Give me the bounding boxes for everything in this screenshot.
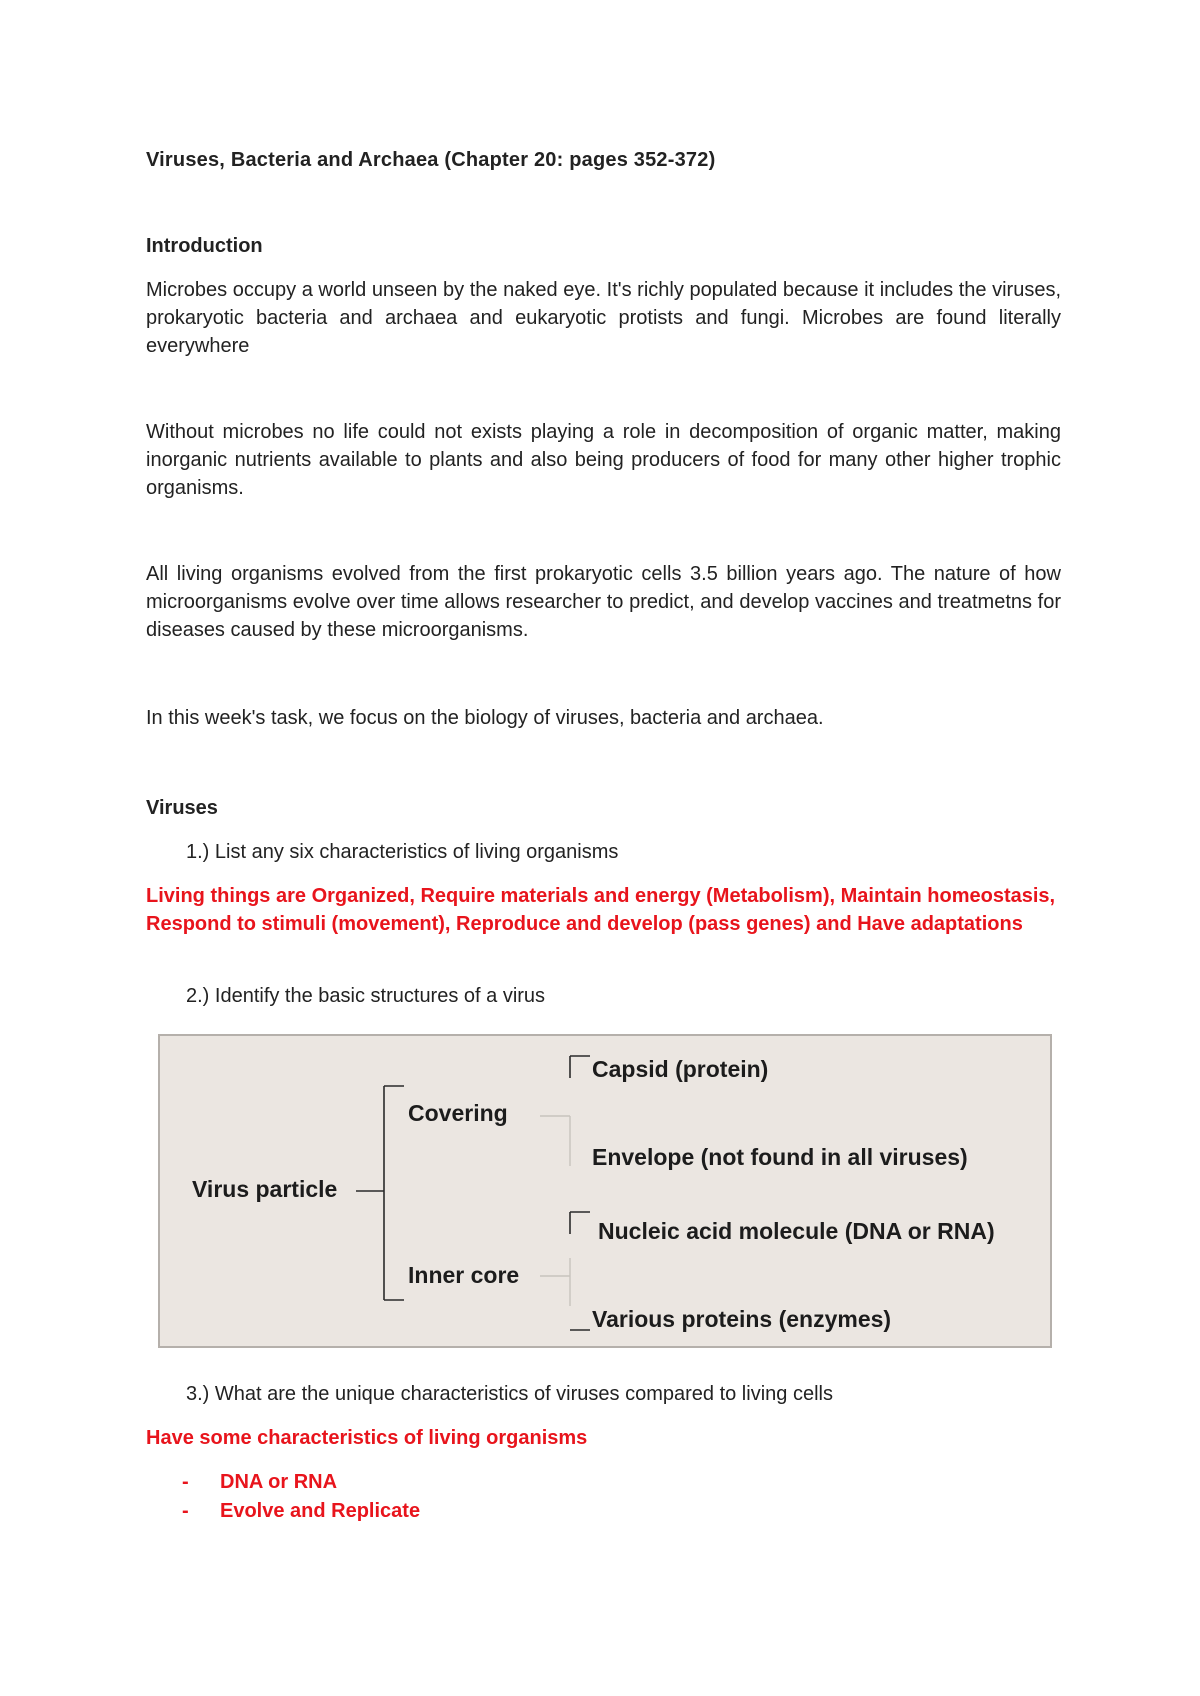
section-heading-introduction: Introduction — [146, 235, 263, 257]
label-virus-particle: Virus particle — [192, 1176, 338, 1202]
answer-1: Living things are Organized, Require materials and energy (Metabolism), Maintain homeostasis, Respond to stimuli (movement), Reproduce and develop (pass genes) and Have adaptations — [146, 885, 1056, 935]
label-capsid: Capsid (protein) — [592, 1056, 769, 1082]
intro-paragraph: Without microbes no life could not exists playing a role in decomposition of organic matter, making inorganic nutrients available to plants and also being producers of food for many other higher trophic organisms. — [146, 421, 1061, 499]
answer-3: Have some characteristics of living organisms — [146, 1427, 588, 1449]
label-various-proteins: Various proteins (enzymes) — [592, 1306, 892, 1332]
intro-paragraph: Microbes occupy a world unseen by the naked eye. It's richly populated because it includes the viruses, prokaryotic bacteria and archaea and eukaryotic protists and fungi. Microbes are found literally everywhere — [146, 279, 1061, 357]
list-item-text: DNA or RNA — [220, 1471, 338, 1493]
intro-paragraph: In this week's task, we focus on the biology of viruses, bacteria and archaea. — [146, 707, 824, 729]
document-title: Viruses, Bacteria and Archaea (Chapter 20: pages 352-372) — [146, 149, 716, 171]
question-3: 3.) What are the unique characteristics of viruses compared to living cells — [186, 1383, 833, 1405]
label-envelope: Envelope (not found in all viruses) — [592, 1144, 968, 1170]
question-1: 1.) List any six characteristics of living organisms — [186, 841, 619, 863]
virus-structure-diagram — [158, 1034, 1052, 1348]
bullet-dash: - — [182, 1471, 189, 1493]
intro-paragraph: All living organisms evolved from the first prokaryotic cells 3.5 billion years ago. The nature of how microorganisms evolve over time allows researcher to predict, and develop vaccines and treatmetns for diseases caused by these microorganisms. — [146, 563, 1061, 641]
label-nucleic-acid: Nucleic acid molecule (DNA or RNA) — [598, 1218, 995, 1244]
question-2: 2.) Identify the basic structures of a virus — [186, 985, 546, 1007]
label-inner-core: Inner core — [408, 1262, 520, 1288]
section-heading-viruses: Viruses — [146, 797, 218, 819]
list-item-text: Evolve and Replicate — [220, 1500, 421, 1522]
label-covering: Covering — [408, 1100, 508, 1126]
bullet-dash: - — [182, 1500, 189, 1522]
